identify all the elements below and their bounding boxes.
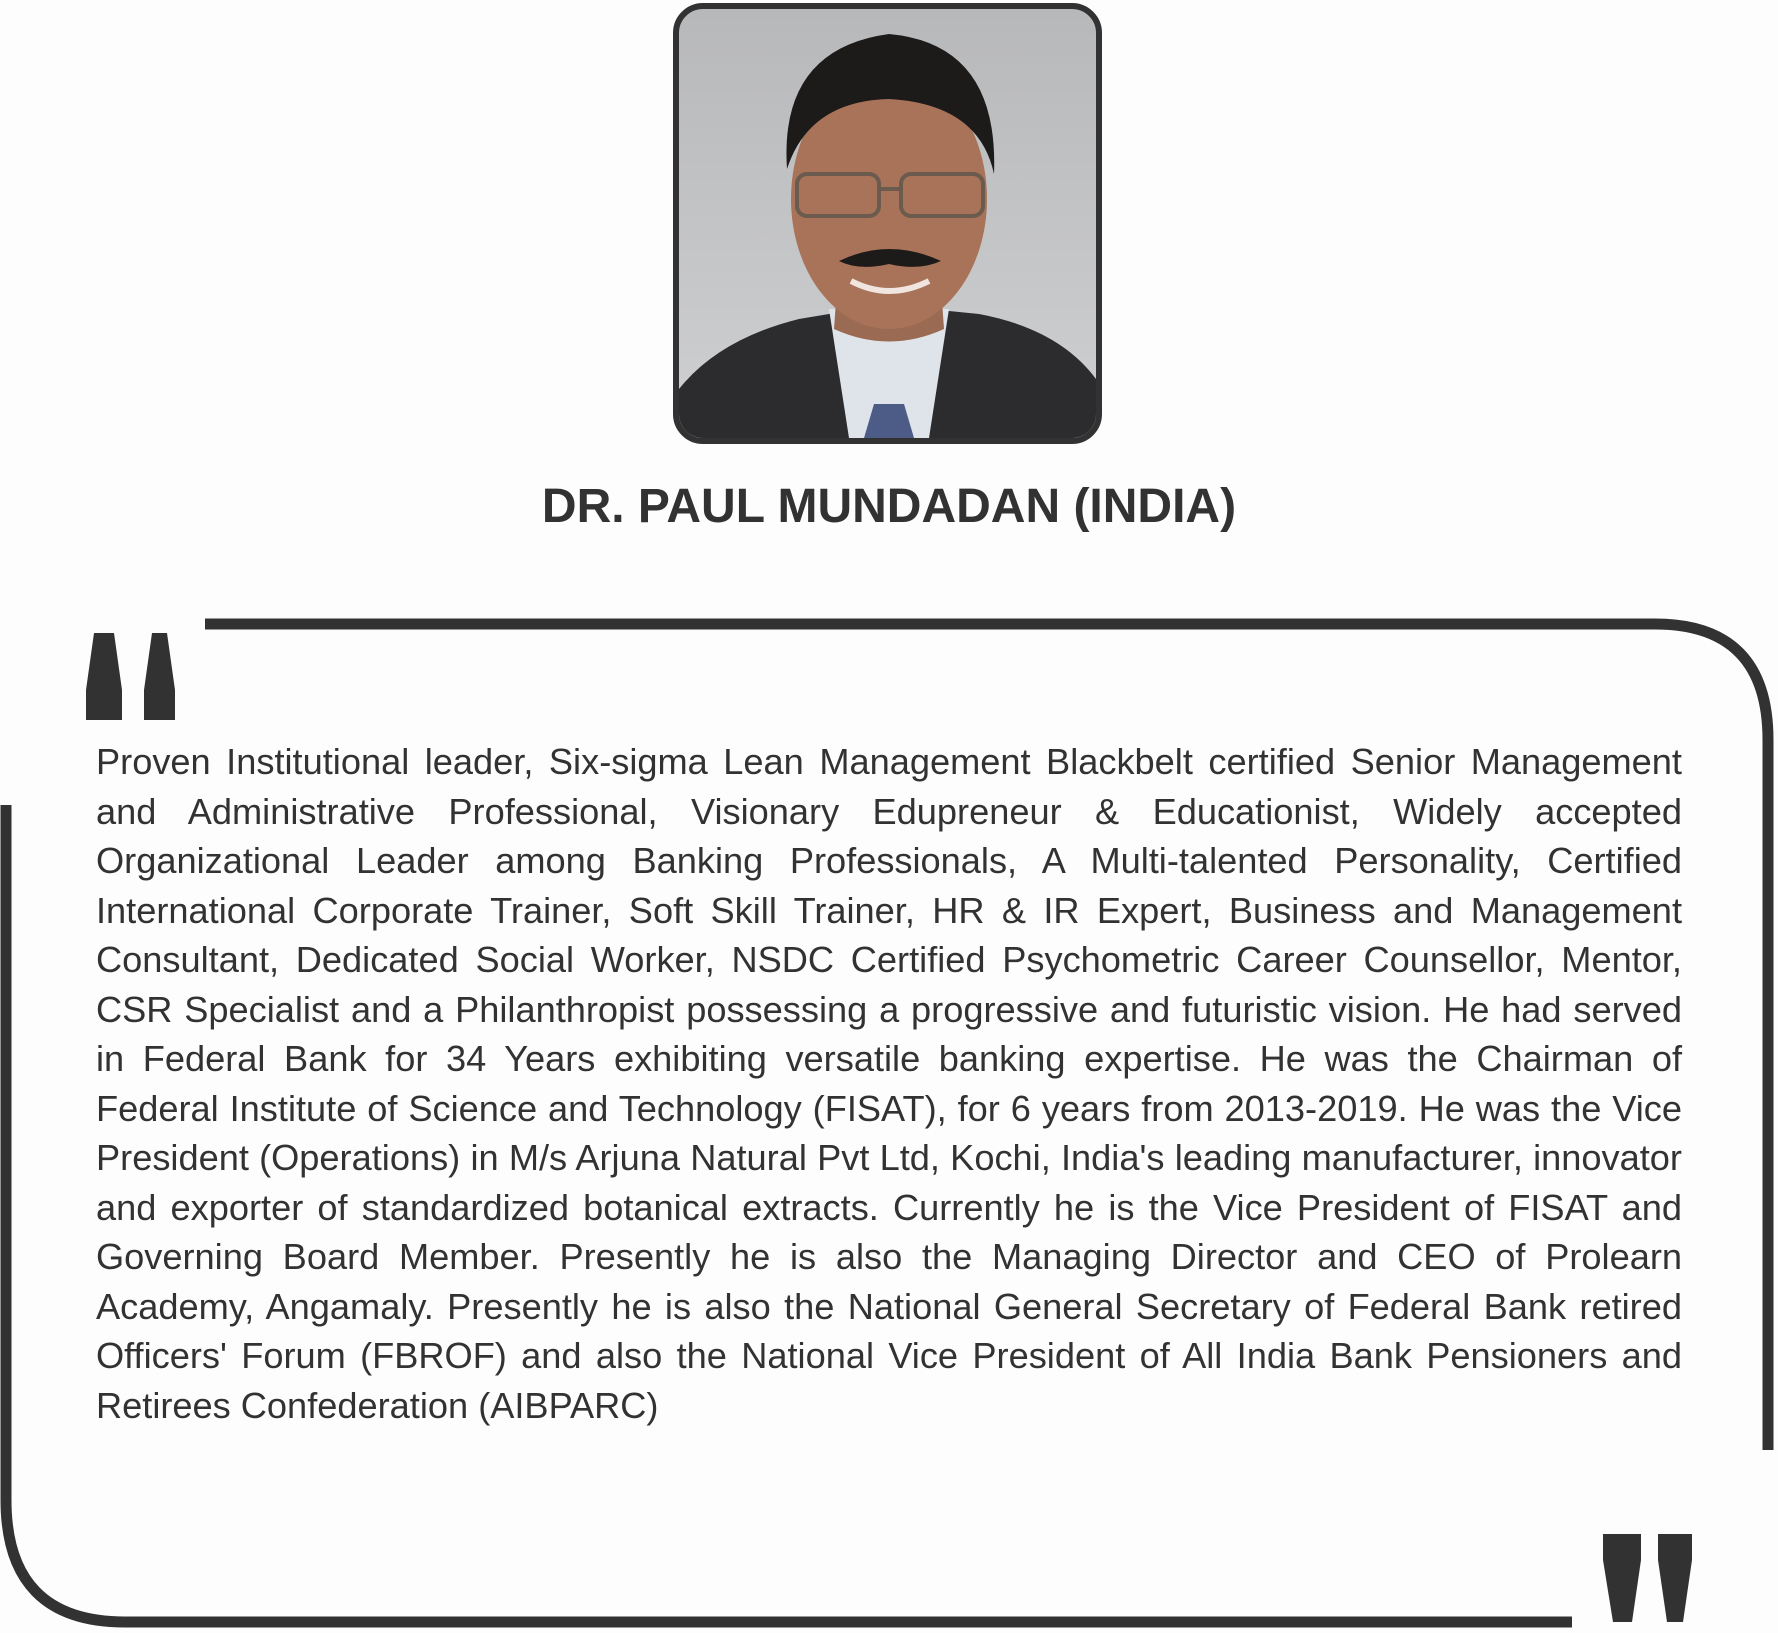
- speaker-photo: [673, 3, 1102, 444]
- portrait-photo-icon: [679, 9, 1096, 438]
- speaker-name: DR. PAUL MUNDADAN (INDIA): [541, 480, 1237, 533]
- open-quote-icon: [86, 633, 175, 720]
- bio-paragraph: Proven Institutional leader, Six-sigma Lean Management Blackbelt certified Senior Management and Administrative Professional, Visionary Edupreneur & Educationist, Widely accepted Organizational Leader among Banking Professionals, A Multi-talented Personality, Certified International Corporate Trainer, Soft Skill Trainer, HR & IR Expert, Business and Management Consultant, Dedicated Social Worker, NSDC Certified Psychometric Career Counsellor, Mentor, CSR Specialist and a Philanthropist possessing a progressive and futuristic vision. He had served in Federal Bank for 34 Years exhibiting versatile banking expertise. He was the Chairman of Federal Institute of Science and Technology (FISAT), for 6 years from 2013-2019. He was the Vice President (Operations) in M/s Arjuna Natural Pvt Ltd, Kochi, India's leading manufacturer, innovator and exporter of standardized botanical extracts. Currently he is the Vice President of FISAT and Governing Board Member. Presently he is also the Managing Director and CEO of Prolearn Academy, Angamaly. Presently he is also the National General Secretary of Federal Bank retired Officers' Forum (FBROF) and also the National Vice President of All India Bank Pensioners and Retirees Confederation (AIBPARC): [96, 741, 1682, 1426]
- close-quote-icon: [1603, 1534, 1692, 1622]
